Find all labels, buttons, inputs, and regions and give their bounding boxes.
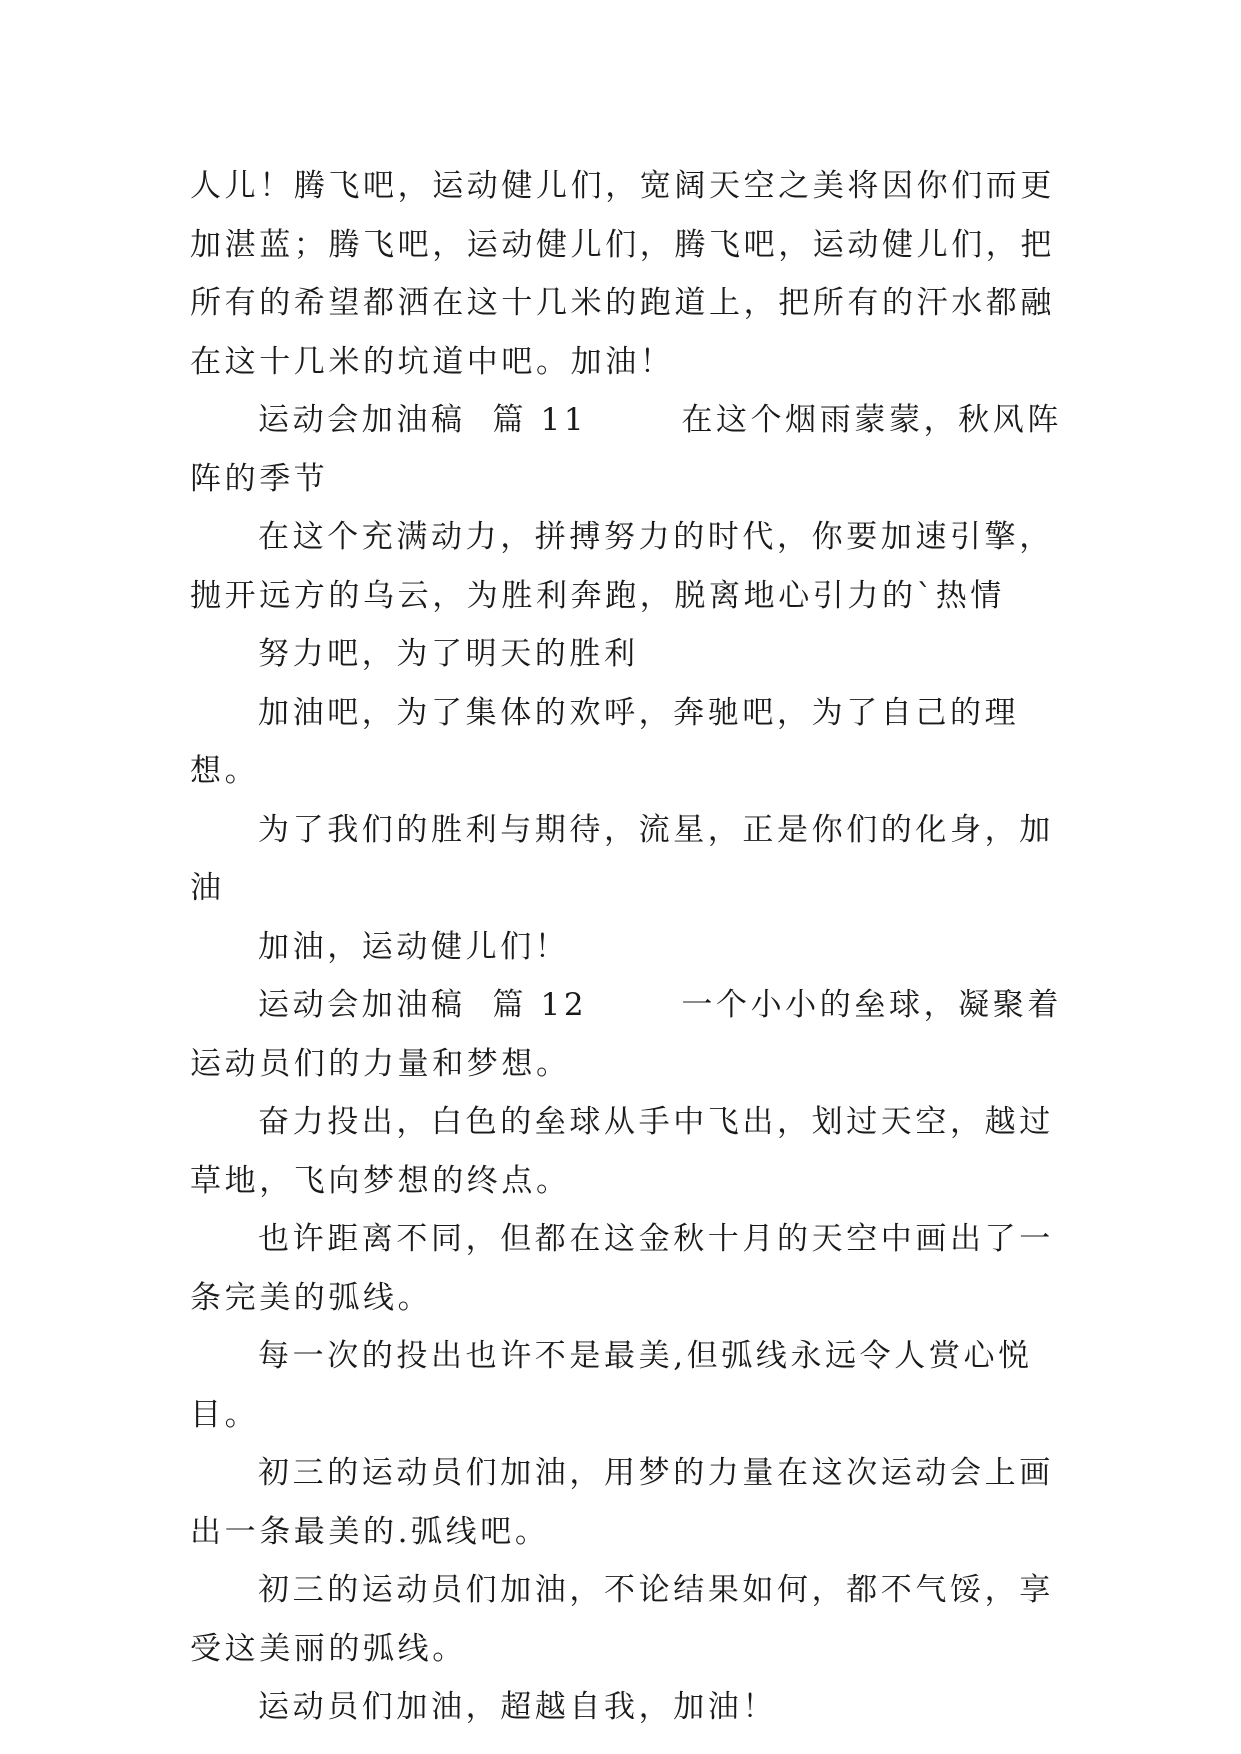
paragraph-continuation: 人儿！腾飞吧，运动健儿们，宽阔天空之美将因你们而更加湛蓝；腾飞吧，运动健儿们，腾飞吧，运动健儿们，把所有的希望都洒在这十几米的跑道上，把所有的汗水都融在这十几米的坑道中吧。加油！ bbox=[190, 168, 1055, 380]
paragraph: 运动员们加油，超越自我，加油！ bbox=[258, 1689, 777, 1725]
paragraph: 加油，运动健儿们！ bbox=[258, 928, 570, 965]
paragraph: 加油吧，为了集体的欢呼，奔驰吧，为了自己的理想。 bbox=[190, 694, 1020, 789]
paragraph: 也许距离不同，但都在这金秋十月的天空中画出了一条完美的弧线。 bbox=[190, 1221, 1054, 1316]
document-body bbox=[190, 157, 1070, 1737]
paragraph: 初三的运动员们加油，用梦的力量在这次运动会上画出一条最美的.弧线吧。 bbox=[190, 1455, 1054, 1550]
section-heading-12: 运动会加油稿 篇 12 一个小小的垒球，凝聚着运动员们的力量和梦想。 bbox=[190, 987, 1062, 1082]
paragraph: 在这个充满动力，拼搏努力的时代，你要加速引擎，抛开远方的乌云，为胜利奔跑，脱离地心引力的`热情 bbox=[190, 519, 1054, 614]
paragraph: 奋力投出，白色的垒球从手中飞出，划过天空，越过草地，飞向梦想的终点。 bbox=[190, 1104, 1054, 1199]
section-heading-11: 运动会加油稿 篇 11 在这个烟雨蒙蒙，秋风阵阵的季节 bbox=[190, 402, 1062, 497]
paragraph: 努力吧，为了明天的胜利 bbox=[258, 636, 639, 672]
paragraph: 每一次的投出也许不是最美,但弧线永远令人赏心悦目。 bbox=[190, 1338, 1033, 1433]
paragraph: 初三的运动员们加油，不论结果如何，都不气馁，享受这美丽的弧线。 bbox=[190, 1572, 1054, 1667]
paragraph: 为了我们的胜利与期待，流星，正是你们的化身，加油 bbox=[190, 811, 1054, 906]
